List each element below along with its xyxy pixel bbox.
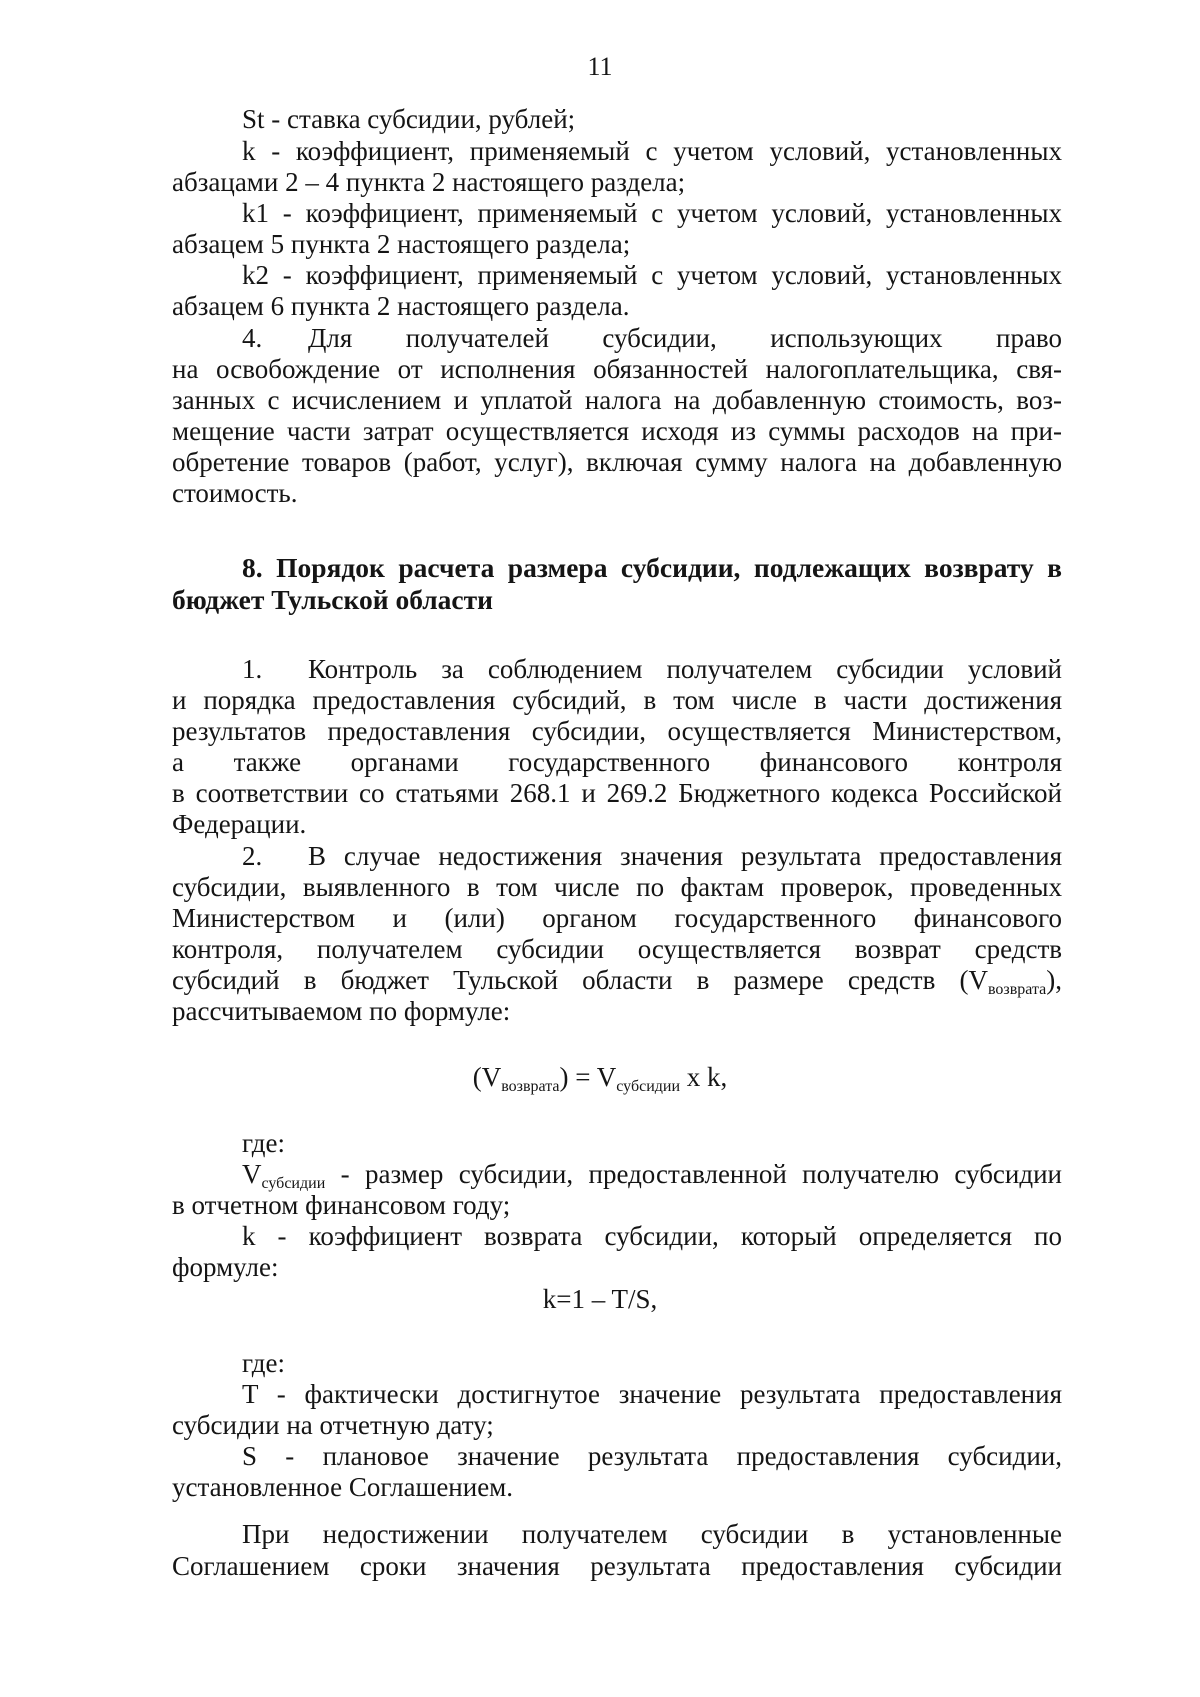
para4-line6: стоимость. — [172, 478, 298, 508]
def-k1-line2: абзацем 5 пункта 2 настоящего раздела; — [172, 229, 631, 259]
section8-heading-line1: 8. Порядок расчета размера субсидии, подлежащих возврату в — [242, 552, 1062, 583]
s8p2-line6: рассчитываемом по формуле: — [172, 996, 511, 1026]
def-k-line1: k - коэффициент, применяемый с учетом условий, установленных — [242, 136, 1062, 166]
page-number: 11 — [587, 52, 613, 81]
def-s-line2: установленное Соглашением. — [172, 1472, 514, 1502]
s8p2-line5: субсидий в бюджет Тульской области в размере средств $(V_{возврата})$, — [172, 965, 1062, 998]
s8p2-line3: Министерством и (или) органом государственного финансового — [172, 903, 1062, 933]
s8p1-line5: в соответствии со статьями 268.1 и 269.2 Бюджетного кодекса Российской — [172, 778, 1062, 808]
para4-line5: обретение товаров (работ, услуг), включая сумму налога на добавленную — [172, 447, 1062, 477]
s8p1-line4: а также органами государственного финансового контроля — [172, 747, 1062, 777]
s8p2-line2: субсидии, выявленного в том числе по фактам проверок, проведенных — [172, 872, 1062, 902]
where-1: где: — [242, 1128, 285, 1158]
s8p2-number: 2. — [242, 841, 263, 871]
formula-k: k=1 – T/S, — [542, 1284, 658, 1314]
s8p1-line1: 1. Контроль за соблюдением получателем субсидии условий — [242, 654, 1062, 684]
para4-line1: 4. Для получателей субсидии, использующих право — [242, 323, 1062, 353]
def-t-line2: субсидии на отчетную дату; — [172, 1410, 494, 1440]
def-k2-line1: k2 - коэффициент, применяемый с учетом условий, установленных — [242, 260, 1062, 290]
s8p2-line1: 2. В случае недостижения значения результата предоставления — [242, 841, 1062, 871]
s8p1-line2: и порядка предоставления субсидий, в том числе в части достижения — [172, 685, 1062, 715]
s8p1-line6: Федерации. — [172, 809, 307, 839]
formula-return: $(V_{возврата}) = V_{субсидии}$ x k, — [472, 1062, 728, 1095]
def-st: St - ставка субсидии, рублей; — [242, 104, 576, 134]
section8-heading-line2: бюджет Тульской области — [172, 584, 493, 615]
def-k1-line1: k1 - коэффициент, применяемый с учетом условий, установленных — [242, 198, 1062, 228]
def-kret-line2: формуле: — [172, 1252, 279, 1282]
last-para-line1: При недостижении получателем субсидии в установленные — [242, 1519, 1062, 1549]
def-k-line2: абзацами 2 – 4 пункта 2 настоящего раздела; — [172, 167, 686, 197]
def-t-line1: T - фактически достигнутое значение результата предоставления — [242, 1379, 1062, 1409]
para4-line2: на освобождение от исполнения обязанностей налогоплательщика, свя- — [172, 354, 1062, 384]
def-v-line2: в отчетном финансовом году; — [172, 1190, 511, 1220]
s8p1-number: 1. — [242, 654, 263, 684]
s8p2-line4: контроля, получателем субсидии осуществляется возврат средств — [172, 934, 1062, 964]
para4-line3: занных с исчислением и уплатой налога на добавленную стоимость, воз- — [172, 385, 1062, 415]
para4-number: 4. — [242, 323, 263, 353]
def-kret-line1: k - коэффициент возврата субсидии, который определяется по — [242, 1221, 1062, 1251]
def-v-line1: $V_{субсидии}$ - размер субсидии, предоставленной получателю субсидии — [242, 1159, 1062, 1192]
last-para-line2: Соглашением сроки значения результата предоставления субсидии — [172, 1551, 1062, 1581]
s8p1-line3: результатов предоставления субсидии, осуществляется Министерством, — [172, 716, 1062, 746]
def-s-line1: S - плановое значение результата предоставления субсидии, — [242, 1441, 1062, 1471]
def-k2-line2: абзацем 6 пункта 2 настоящего раздела. — [172, 291, 630, 321]
where-2: где: — [242, 1348, 285, 1378]
para4-line4: мещение части затрат осуществляется исходя из суммы расходов на при- — [172, 416, 1062, 446]
